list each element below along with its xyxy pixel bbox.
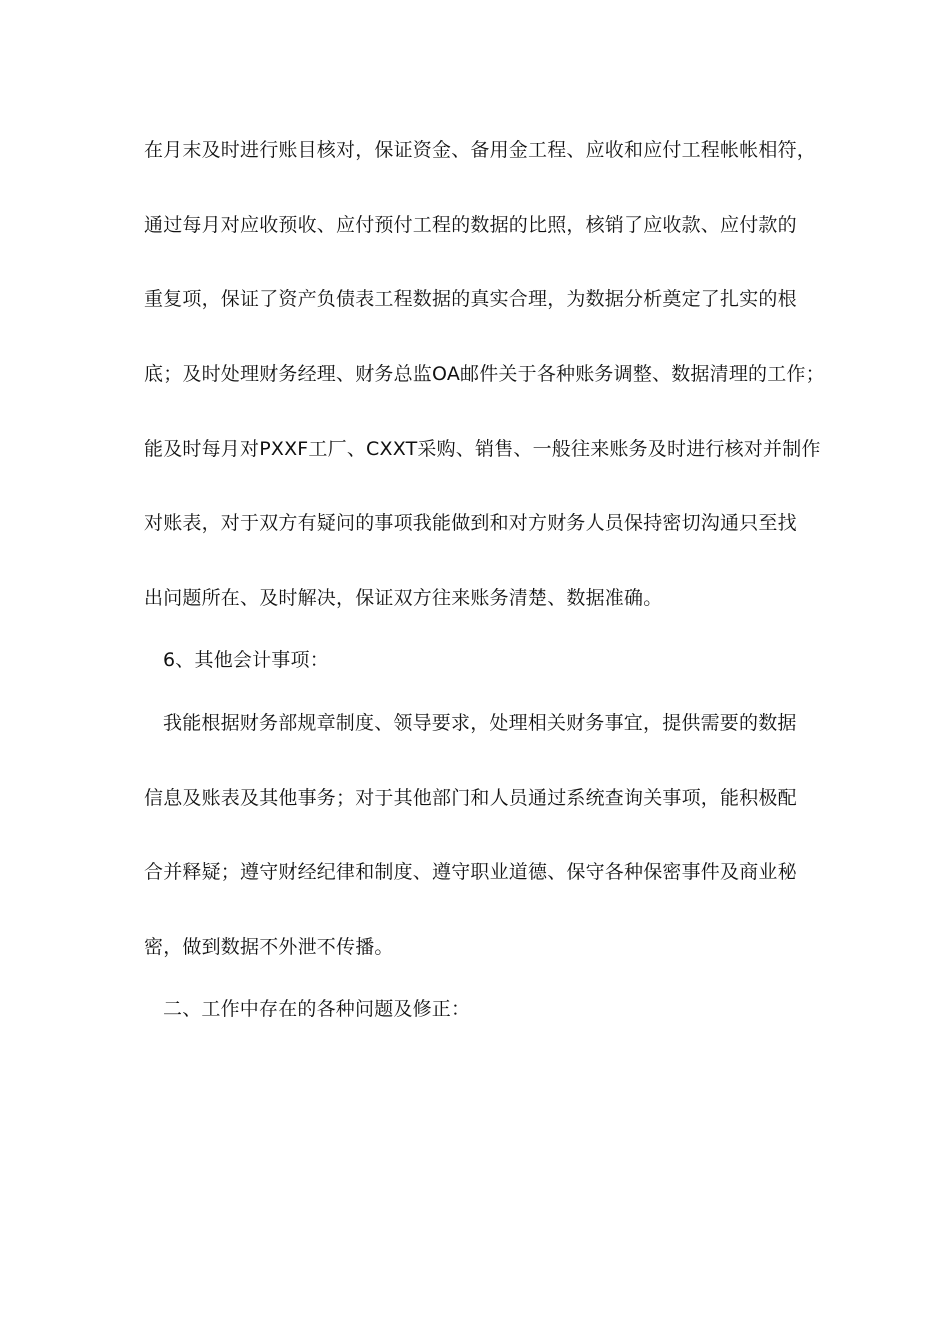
section-heading: 6、其他会计事项： (163, 649, 329, 671)
paragraph-line: 出问题所在、及时解决，保证双方往来账务清楚、数据准确。 (144, 587, 663, 609)
paragraph-line: 在月末及时进行账目核对，保证资金、备用金工程、应收和应付工程帐帐相符， (144, 139, 817, 161)
section-heading: 二、工作中存在的各种问题及修正： (163, 998, 471, 1020)
paragraph-line: 信息及账表及其他事务；对于其他部门和人员通过系统查询关事项，能积极配 (144, 787, 797, 809)
paragraph-line: 对账表，对于双方有疑问的事项我能做到和对方财务人员保持密切沟通只至找 (144, 512, 797, 534)
paragraph-line: 密，做到数据不外泄不传播。 (144, 936, 394, 958)
paragraph-line: 我能根据财务部规章制度、领导要求，处理相关财务事宜，提供需要的数据 (163, 712, 797, 734)
paragraph-line: 通过每月对应收预收、应付预付工程的数据的比照，核销了应收款、应付款的 (144, 214, 797, 236)
paragraph-line: 底；及时处理财务经理、财务总监OA邮件关于各种账务调整、数据清理的工作； (144, 363, 825, 385)
paragraph-line: 重复项，保证了资产负债表工程数据的真实合理，为数据分析奠定了扎实的根 (144, 288, 797, 310)
paragraph-line: 合并释疑；遵守财经纪律和制度、遵守职业道德、保守各种保密事件及商业秘 (144, 861, 797, 883)
paragraph-line: 能及时每月对PXXF工厂、CXXT采购、销售、一般往来账务及时进行核对并制作 (144, 438, 821, 460)
